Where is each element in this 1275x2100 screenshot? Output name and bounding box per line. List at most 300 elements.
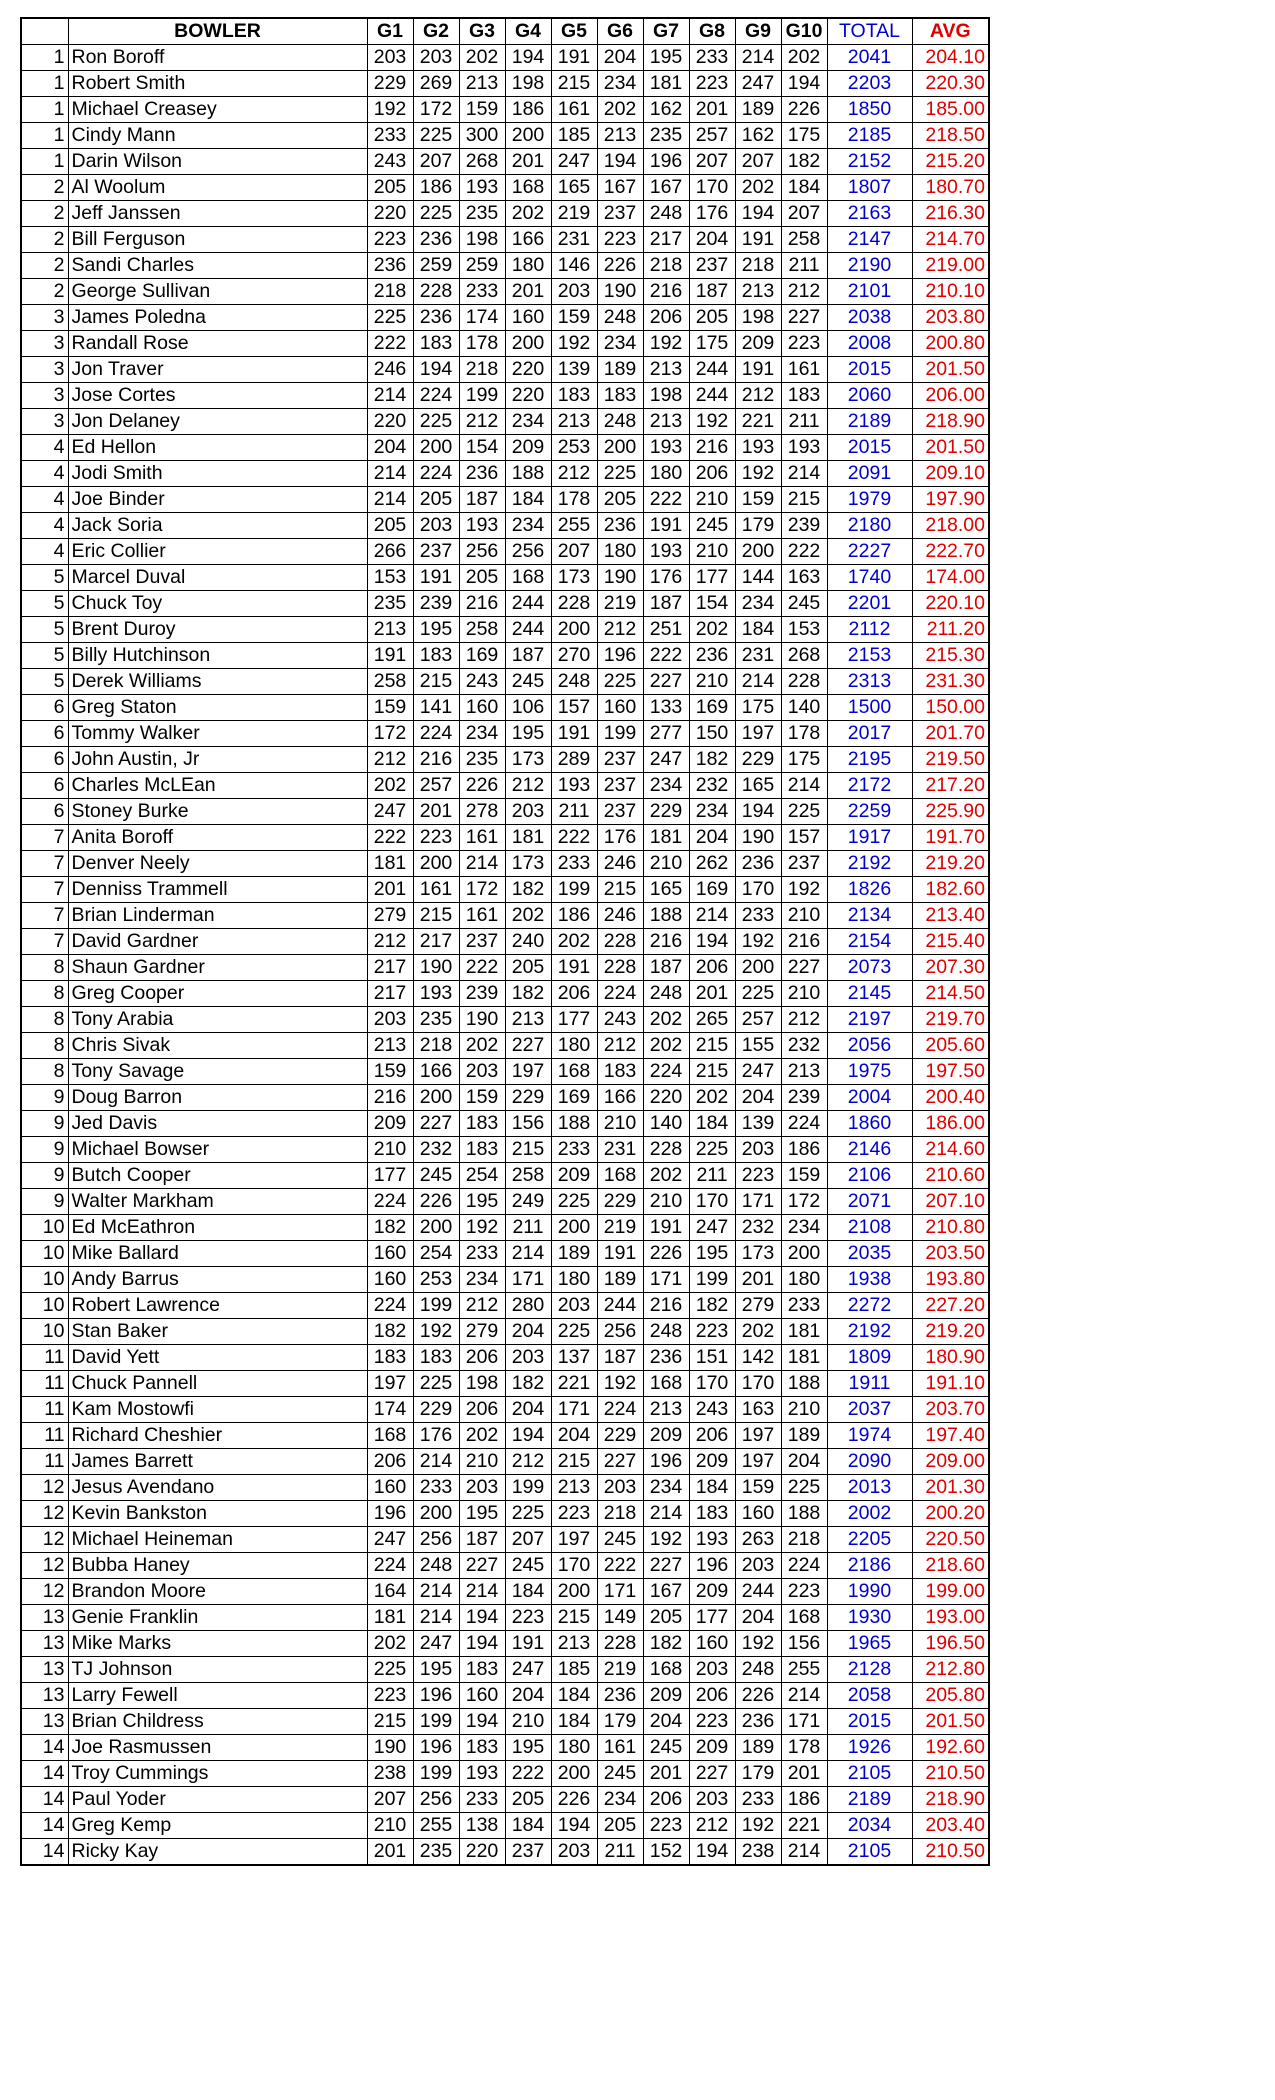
game-6-cell: 199	[597, 721, 643, 747]
game-2-cell: 225	[413, 1371, 459, 1397]
game-8-cell: 237	[689, 253, 735, 279]
game-4-cell: 200	[505, 331, 551, 357]
team-number-cell: 12	[21, 1475, 68, 1501]
total-cell: 2192	[827, 851, 912, 877]
game-9-cell: 257	[735, 1007, 781, 1033]
game-1-cell: 153	[367, 565, 413, 591]
game-10-cell: 214	[781, 1683, 827, 1709]
game-6-cell: 237	[597, 799, 643, 825]
bowler-name-cell: Tommy Walker	[68, 721, 367, 747]
game-9-cell: 160	[735, 1501, 781, 1527]
game-4-cell: 201	[505, 149, 551, 175]
game-1-cell: 215	[367, 1709, 413, 1735]
game-4-cell: 229	[505, 1085, 551, 1111]
game-4-cell: 200	[505, 123, 551, 149]
bowler-name-cell: Billy Hutchinson	[68, 643, 367, 669]
game-7-cell: 216	[643, 1293, 689, 1319]
game-8-cell: 223	[689, 1709, 735, 1735]
header-g2: G2	[413, 18, 459, 45]
game-7-cell: 213	[643, 409, 689, 435]
game-3-cell: 222	[459, 955, 505, 981]
total-cell: 2189	[827, 409, 912, 435]
game-1-cell: 224	[367, 1293, 413, 1319]
game-6-cell: 205	[597, 487, 643, 513]
game-3-cell: 195	[459, 1189, 505, 1215]
game-5-cell: 200	[551, 1761, 597, 1787]
table-row	[21, 1137, 989, 1163]
game-6-cell: 218	[597, 1501, 643, 1527]
game-3-cell: 243	[459, 669, 505, 695]
team-number-cell: 7	[21, 877, 68, 903]
bowler-name-cell: Cindy Mann	[68, 123, 367, 149]
average-cell: 205.80	[912, 1683, 989, 1709]
game-2-cell: 199	[413, 1293, 459, 1319]
game-9-cell: 189	[735, 97, 781, 123]
average-cell: 180.90	[912, 1345, 989, 1371]
team-number-cell: 13	[21, 1657, 68, 1683]
bowler-name-cell: Larry Fewell	[68, 1683, 367, 1709]
game-3-cell: 206	[459, 1345, 505, 1371]
game-4-cell: 199	[505, 1475, 551, 1501]
table-row	[21, 1059, 989, 1085]
bowler-name-cell: Darin Wilson	[68, 149, 367, 175]
game-9-cell: 204	[735, 1605, 781, 1631]
game-4-cell: 256	[505, 539, 551, 565]
total-cell: 2056	[827, 1033, 912, 1059]
team-number-cell: 14	[21, 1761, 68, 1787]
bowler-name-cell: Greg Kemp	[68, 1813, 367, 1839]
team-number-cell: 4	[21, 435, 68, 461]
team-number-cell: 13	[21, 1683, 68, 1709]
game-10-cell: 255	[781, 1657, 827, 1683]
game-9-cell: 197	[735, 721, 781, 747]
game-9-cell: 142	[735, 1345, 781, 1371]
game-6-cell: 223	[597, 227, 643, 253]
table-row	[21, 487, 989, 513]
game-10-cell: 189	[781, 1423, 827, 1449]
table-row	[21, 1397, 989, 1423]
team-number-cell: 6	[21, 799, 68, 825]
total-cell: 2227	[827, 539, 912, 565]
bowler-name-cell: Denniss Trammell	[68, 877, 367, 903]
game-6-cell: 237	[597, 201, 643, 227]
game-4-cell: 184	[505, 487, 551, 513]
table-row	[21, 1007, 989, 1033]
game-2-cell: 193	[413, 981, 459, 1007]
game-5-cell: 203	[551, 1839, 597, 1866]
bowler-name-cell: Ed McEathron	[68, 1215, 367, 1241]
game-9-cell: 191	[735, 227, 781, 253]
total-cell: 1979	[827, 487, 912, 513]
game-5-cell: 191	[551, 721, 597, 747]
game-1-cell: 214	[367, 461, 413, 487]
game-10-cell: 210	[781, 981, 827, 1007]
game-1-cell: 229	[367, 71, 413, 97]
total-cell: 2105	[827, 1839, 912, 1866]
game-1-cell: 160	[367, 1267, 413, 1293]
table-row	[21, 825, 989, 851]
game-10-cell: 140	[781, 695, 827, 721]
table-row	[21, 1163, 989, 1189]
game-7-cell: 176	[643, 565, 689, 591]
game-6-cell: 229	[597, 1189, 643, 1215]
game-1-cell: 174	[367, 1397, 413, 1423]
game-8-cell: 202	[689, 1085, 735, 1111]
game-5-cell: 191	[551, 45, 597, 71]
game-1-cell: 159	[367, 1059, 413, 1085]
game-1-cell: 210	[367, 1813, 413, 1839]
game-8-cell: 265	[689, 1007, 735, 1033]
game-9-cell: 207	[735, 149, 781, 175]
team-number-cell: 1	[21, 97, 68, 123]
team-number-cell: 1	[21, 71, 68, 97]
game-3-cell: 183	[459, 1137, 505, 1163]
bowler-name-cell: Brent Duroy	[68, 617, 367, 643]
game-7-cell: 193	[643, 435, 689, 461]
table-row	[21, 1423, 989, 1449]
table-row	[21, 1553, 989, 1579]
game-1-cell: 206	[367, 1449, 413, 1475]
bowler-name-cell: Tony Arabia	[68, 1007, 367, 1033]
team-number-cell: 6	[21, 773, 68, 799]
table-row	[21, 149, 989, 175]
team-number-cell: 11	[21, 1345, 68, 1371]
average-cell: 207.10	[912, 1189, 989, 1215]
game-5-cell: 193	[551, 773, 597, 799]
game-8-cell: 234	[689, 799, 735, 825]
game-3-cell: 195	[459, 1501, 505, 1527]
game-2-cell: 214	[413, 1579, 459, 1605]
game-6-cell: 183	[597, 1059, 643, 1085]
game-1-cell: 202	[367, 773, 413, 799]
average-cell: 215.40	[912, 929, 989, 955]
game-2-cell: 259	[413, 253, 459, 279]
table-row	[21, 1371, 989, 1397]
table-row	[21, 305, 989, 331]
game-8-cell: 177	[689, 1605, 735, 1631]
average-cell: 220.30	[912, 71, 989, 97]
average-cell: 219.20	[912, 1319, 989, 1345]
game-10-cell: 157	[781, 825, 827, 851]
average-cell: 191.70	[912, 825, 989, 851]
team-number-cell: 13	[21, 1605, 68, 1631]
table-row	[21, 1683, 989, 1709]
game-10-cell: 188	[781, 1371, 827, 1397]
bowler-name-cell: Robert Lawrence	[68, 1293, 367, 1319]
game-2-cell: 256	[413, 1527, 459, 1553]
game-5-cell: 231	[551, 227, 597, 253]
game-5-cell: 248	[551, 669, 597, 695]
table-row	[21, 903, 989, 929]
game-8-cell: 206	[689, 955, 735, 981]
bowler-name-cell: George Sullivan	[68, 279, 367, 305]
game-5-cell: 203	[551, 279, 597, 305]
game-7-cell: 133	[643, 695, 689, 721]
game-9-cell: 175	[735, 695, 781, 721]
game-10-cell: 163	[781, 565, 827, 591]
game-7-cell: 213	[643, 357, 689, 383]
game-10-cell: 234	[781, 1215, 827, 1241]
average-cell: 211.20	[912, 617, 989, 643]
game-9-cell: 214	[735, 45, 781, 71]
table-row	[21, 1319, 989, 1345]
game-8-cell: 183	[689, 1501, 735, 1527]
game-1-cell: 214	[367, 487, 413, 513]
game-4-cell: 184	[505, 1579, 551, 1605]
game-10-cell: 200	[781, 1241, 827, 1267]
team-number-cell: 9	[21, 1111, 68, 1137]
average-cell: 185.00	[912, 97, 989, 123]
team-number-cell: 11	[21, 1371, 68, 1397]
game-3-cell: 193	[459, 1761, 505, 1787]
game-7-cell: 182	[643, 1631, 689, 1657]
total-cell: 2203	[827, 71, 912, 97]
bowler-name-cell: Genie Franklin	[68, 1605, 367, 1631]
game-2-cell: 236	[413, 227, 459, 253]
game-4-cell: 220	[505, 383, 551, 409]
bowler-name-cell: Paul Yoder	[68, 1787, 367, 1813]
game-5-cell: 180	[551, 1735, 597, 1761]
game-3-cell: 203	[459, 1475, 505, 1501]
team-number-cell: 6	[21, 721, 68, 747]
game-7-cell: 195	[643, 45, 689, 71]
game-3-cell: 198	[459, 1371, 505, 1397]
game-9-cell: 213	[735, 279, 781, 305]
game-5-cell: 184	[551, 1683, 597, 1709]
game-10-cell: 194	[781, 71, 827, 97]
total-cell: 2272	[827, 1293, 912, 1319]
game-3-cell: 214	[459, 1579, 505, 1605]
game-5-cell: 199	[551, 877, 597, 903]
total-cell: 2034	[827, 1813, 912, 1839]
average-cell: 219.70	[912, 1007, 989, 1033]
team-number-cell: 5	[21, 617, 68, 643]
game-1-cell: 197	[367, 1371, 413, 1397]
game-10-cell: 193	[781, 435, 827, 461]
game-3-cell: 233	[459, 1241, 505, 1267]
total-cell: 2013	[827, 1475, 912, 1501]
game-1-cell: 225	[367, 305, 413, 331]
table-row	[21, 643, 989, 669]
table-row	[21, 383, 989, 409]
game-10-cell: 218	[781, 1527, 827, 1553]
game-6-cell: 212	[597, 617, 643, 643]
game-3-cell: 187	[459, 487, 505, 513]
game-9-cell: 179	[735, 1761, 781, 1787]
average-cell: 218.50	[912, 123, 989, 149]
game-10-cell: 226	[781, 97, 827, 123]
game-6-cell: 231	[597, 1137, 643, 1163]
game-4-cell: 245	[505, 1553, 551, 1579]
game-4-cell: 186	[505, 97, 551, 123]
game-9-cell: 248	[735, 1657, 781, 1683]
total-cell: 1860	[827, 1111, 912, 1137]
game-8-cell: 203	[689, 1787, 735, 1813]
game-2-cell: 248	[413, 1553, 459, 1579]
bowler-name-cell: Joe Rasmussen	[68, 1735, 367, 1761]
game-10-cell: 212	[781, 279, 827, 305]
game-7-cell: 209	[643, 1683, 689, 1709]
average-cell: 203.50	[912, 1241, 989, 1267]
game-5-cell: 169	[551, 1085, 597, 1111]
total-cell: 2101	[827, 279, 912, 305]
average-cell: 213.40	[912, 903, 989, 929]
game-3-cell: 199	[459, 383, 505, 409]
total-cell: 1930	[827, 1605, 912, 1631]
game-3-cell: 194	[459, 1709, 505, 1735]
total-cell: 2153	[827, 643, 912, 669]
game-4-cell: 191	[505, 1631, 551, 1657]
game-1-cell: 216	[367, 1085, 413, 1111]
game-1-cell: 224	[367, 1189, 413, 1215]
average-cell: 219.50	[912, 747, 989, 773]
game-4-cell: 195	[505, 1735, 551, 1761]
game-1-cell: 223	[367, 1683, 413, 1709]
game-1-cell: 159	[367, 695, 413, 721]
game-8-cell: 170	[689, 1371, 735, 1397]
game-1-cell: 205	[367, 175, 413, 201]
game-3-cell: 178	[459, 331, 505, 357]
bowler-name-cell: Michael Bowser	[68, 1137, 367, 1163]
game-1-cell: 214	[367, 383, 413, 409]
game-1-cell: 243	[367, 149, 413, 175]
team-number-cell: 10	[21, 1319, 68, 1345]
game-5-cell: 185	[551, 1657, 597, 1683]
game-7-cell: 167	[643, 175, 689, 201]
game-5-cell: 215	[551, 1449, 597, 1475]
bowler-name-cell: Anita Boroff	[68, 825, 367, 851]
bowler-name-cell: Jon Delaney	[68, 409, 367, 435]
total-cell: 2035	[827, 1241, 912, 1267]
game-2-cell: 200	[413, 1085, 459, 1111]
game-3-cell: 235	[459, 747, 505, 773]
total-cell: 2197	[827, 1007, 912, 1033]
game-5-cell: 204	[551, 1423, 597, 1449]
game-6-cell: 248	[597, 305, 643, 331]
table-row	[21, 331, 989, 357]
game-3-cell: 233	[459, 279, 505, 305]
game-8-cell: 194	[689, 929, 735, 955]
game-3-cell: 161	[459, 825, 505, 851]
game-3-cell: 160	[459, 695, 505, 721]
game-10-cell: 216	[781, 929, 827, 955]
game-7-cell: 209	[643, 1423, 689, 1449]
game-8-cell: 215	[689, 1033, 735, 1059]
total-cell: 1917	[827, 825, 912, 851]
game-9-cell: 203	[735, 1553, 781, 1579]
game-5-cell: 161	[551, 97, 597, 123]
game-5-cell: 173	[551, 565, 597, 591]
total-cell: 2189	[827, 1787, 912, 1813]
bowler-name-cell: Ricky Kay	[68, 1839, 367, 1866]
average-cell: 207.30	[912, 955, 989, 981]
game-8-cell: 206	[689, 461, 735, 487]
team-number-cell: 3	[21, 331, 68, 357]
game-9-cell: 162	[735, 123, 781, 149]
game-1-cell: 217	[367, 981, 413, 1007]
table-row	[21, 1605, 989, 1631]
game-4-cell: 194	[505, 45, 551, 71]
game-5-cell: 233	[551, 851, 597, 877]
game-7-cell: 202	[643, 1163, 689, 1189]
bowler-name-cell: Charles McLEan	[68, 773, 367, 799]
game-4-cell: 205	[505, 1787, 551, 1813]
game-4-cell: 203	[505, 1345, 551, 1371]
total-cell: 2112	[827, 617, 912, 643]
game-2-cell: 214	[413, 1605, 459, 1631]
team-number-cell: 8	[21, 1033, 68, 1059]
team-number-cell: 4	[21, 513, 68, 539]
game-8-cell: 204	[689, 825, 735, 851]
game-2-cell: 192	[413, 1319, 459, 1345]
game-5-cell: 180	[551, 1267, 597, 1293]
game-8-cell: 244	[689, 383, 735, 409]
game-3-cell: 237	[459, 929, 505, 955]
bowler-name-cell: Marcel Duval	[68, 565, 367, 591]
game-1-cell: 210	[367, 1137, 413, 1163]
game-10-cell: 225	[781, 799, 827, 825]
table-row	[21, 929, 989, 955]
game-3-cell: 202	[459, 1033, 505, 1059]
game-7-cell: 181	[643, 71, 689, 97]
team-number-cell: 6	[21, 747, 68, 773]
game-8-cell: 262	[689, 851, 735, 877]
total-cell: 1826	[827, 877, 912, 903]
game-2-cell: 141	[413, 695, 459, 721]
game-8-cell: 212	[689, 1813, 735, 1839]
game-9-cell: 247	[735, 1059, 781, 1085]
game-7-cell: 218	[643, 253, 689, 279]
team-number-cell: 5	[21, 565, 68, 591]
game-7-cell: 245	[643, 1735, 689, 1761]
bowler-name-cell: James Barrett	[68, 1449, 367, 1475]
average-cell: 219.20	[912, 851, 989, 877]
table-row	[21, 409, 989, 435]
game-5-cell: 178	[551, 487, 597, 513]
game-2-cell: 215	[413, 669, 459, 695]
table-row	[21, 1527, 989, 1553]
team-number-cell: 8	[21, 1059, 68, 1085]
game-3-cell: 210	[459, 1449, 505, 1475]
game-4-cell: 204	[505, 1683, 551, 1709]
game-1-cell: 181	[367, 1605, 413, 1631]
game-7-cell: 202	[643, 1007, 689, 1033]
game-2-cell: 235	[413, 1839, 459, 1866]
game-7-cell: 168	[643, 1371, 689, 1397]
game-5-cell: 194	[551, 1813, 597, 1839]
total-cell: 1911	[827, 1371, 912, 1397]
table-row	[21, 539, 989, 565]
game-6-cell: 183	[597, 383, 643, 409]
game-1-cell: 183	[367, 1345, 413, 1371]
game-4-cell: 249	[505, 1189, 551, 1215]
game-4-cell: 209	[505, 435, 551, 461]
game-5-cell: 192	[551, 331, 597, 357]
game-1-cell: 190	[367, 1735, 413, 1761]
average-cell: 203.40	[912, 1813, 989, 1839]
game-3-cell: 212	[459, 1293, 505, 1319]
game-10-cell: 223	[781, 1579, 827, 1605]
game-10-cell: 227	[781, 955, 827, 981]
game-4-cell: 188	[505, 461, 551, 487]
game-4-cell: 237	[505, 1839, 551, 1866]
game-3-cell: 187	[459, 1527, 505, 1553]
game-6-cell: 228	[597, 955, 643, 981]
table-row	[21, 721, 989, 747]
bowler-name-cell: Jodi Smith	[68, 461, 367, 487]
game-6-cell: 212	[597, 1033, 643, 1059]
average-cell: 200.20	[912, 1501, 989, 1527]
